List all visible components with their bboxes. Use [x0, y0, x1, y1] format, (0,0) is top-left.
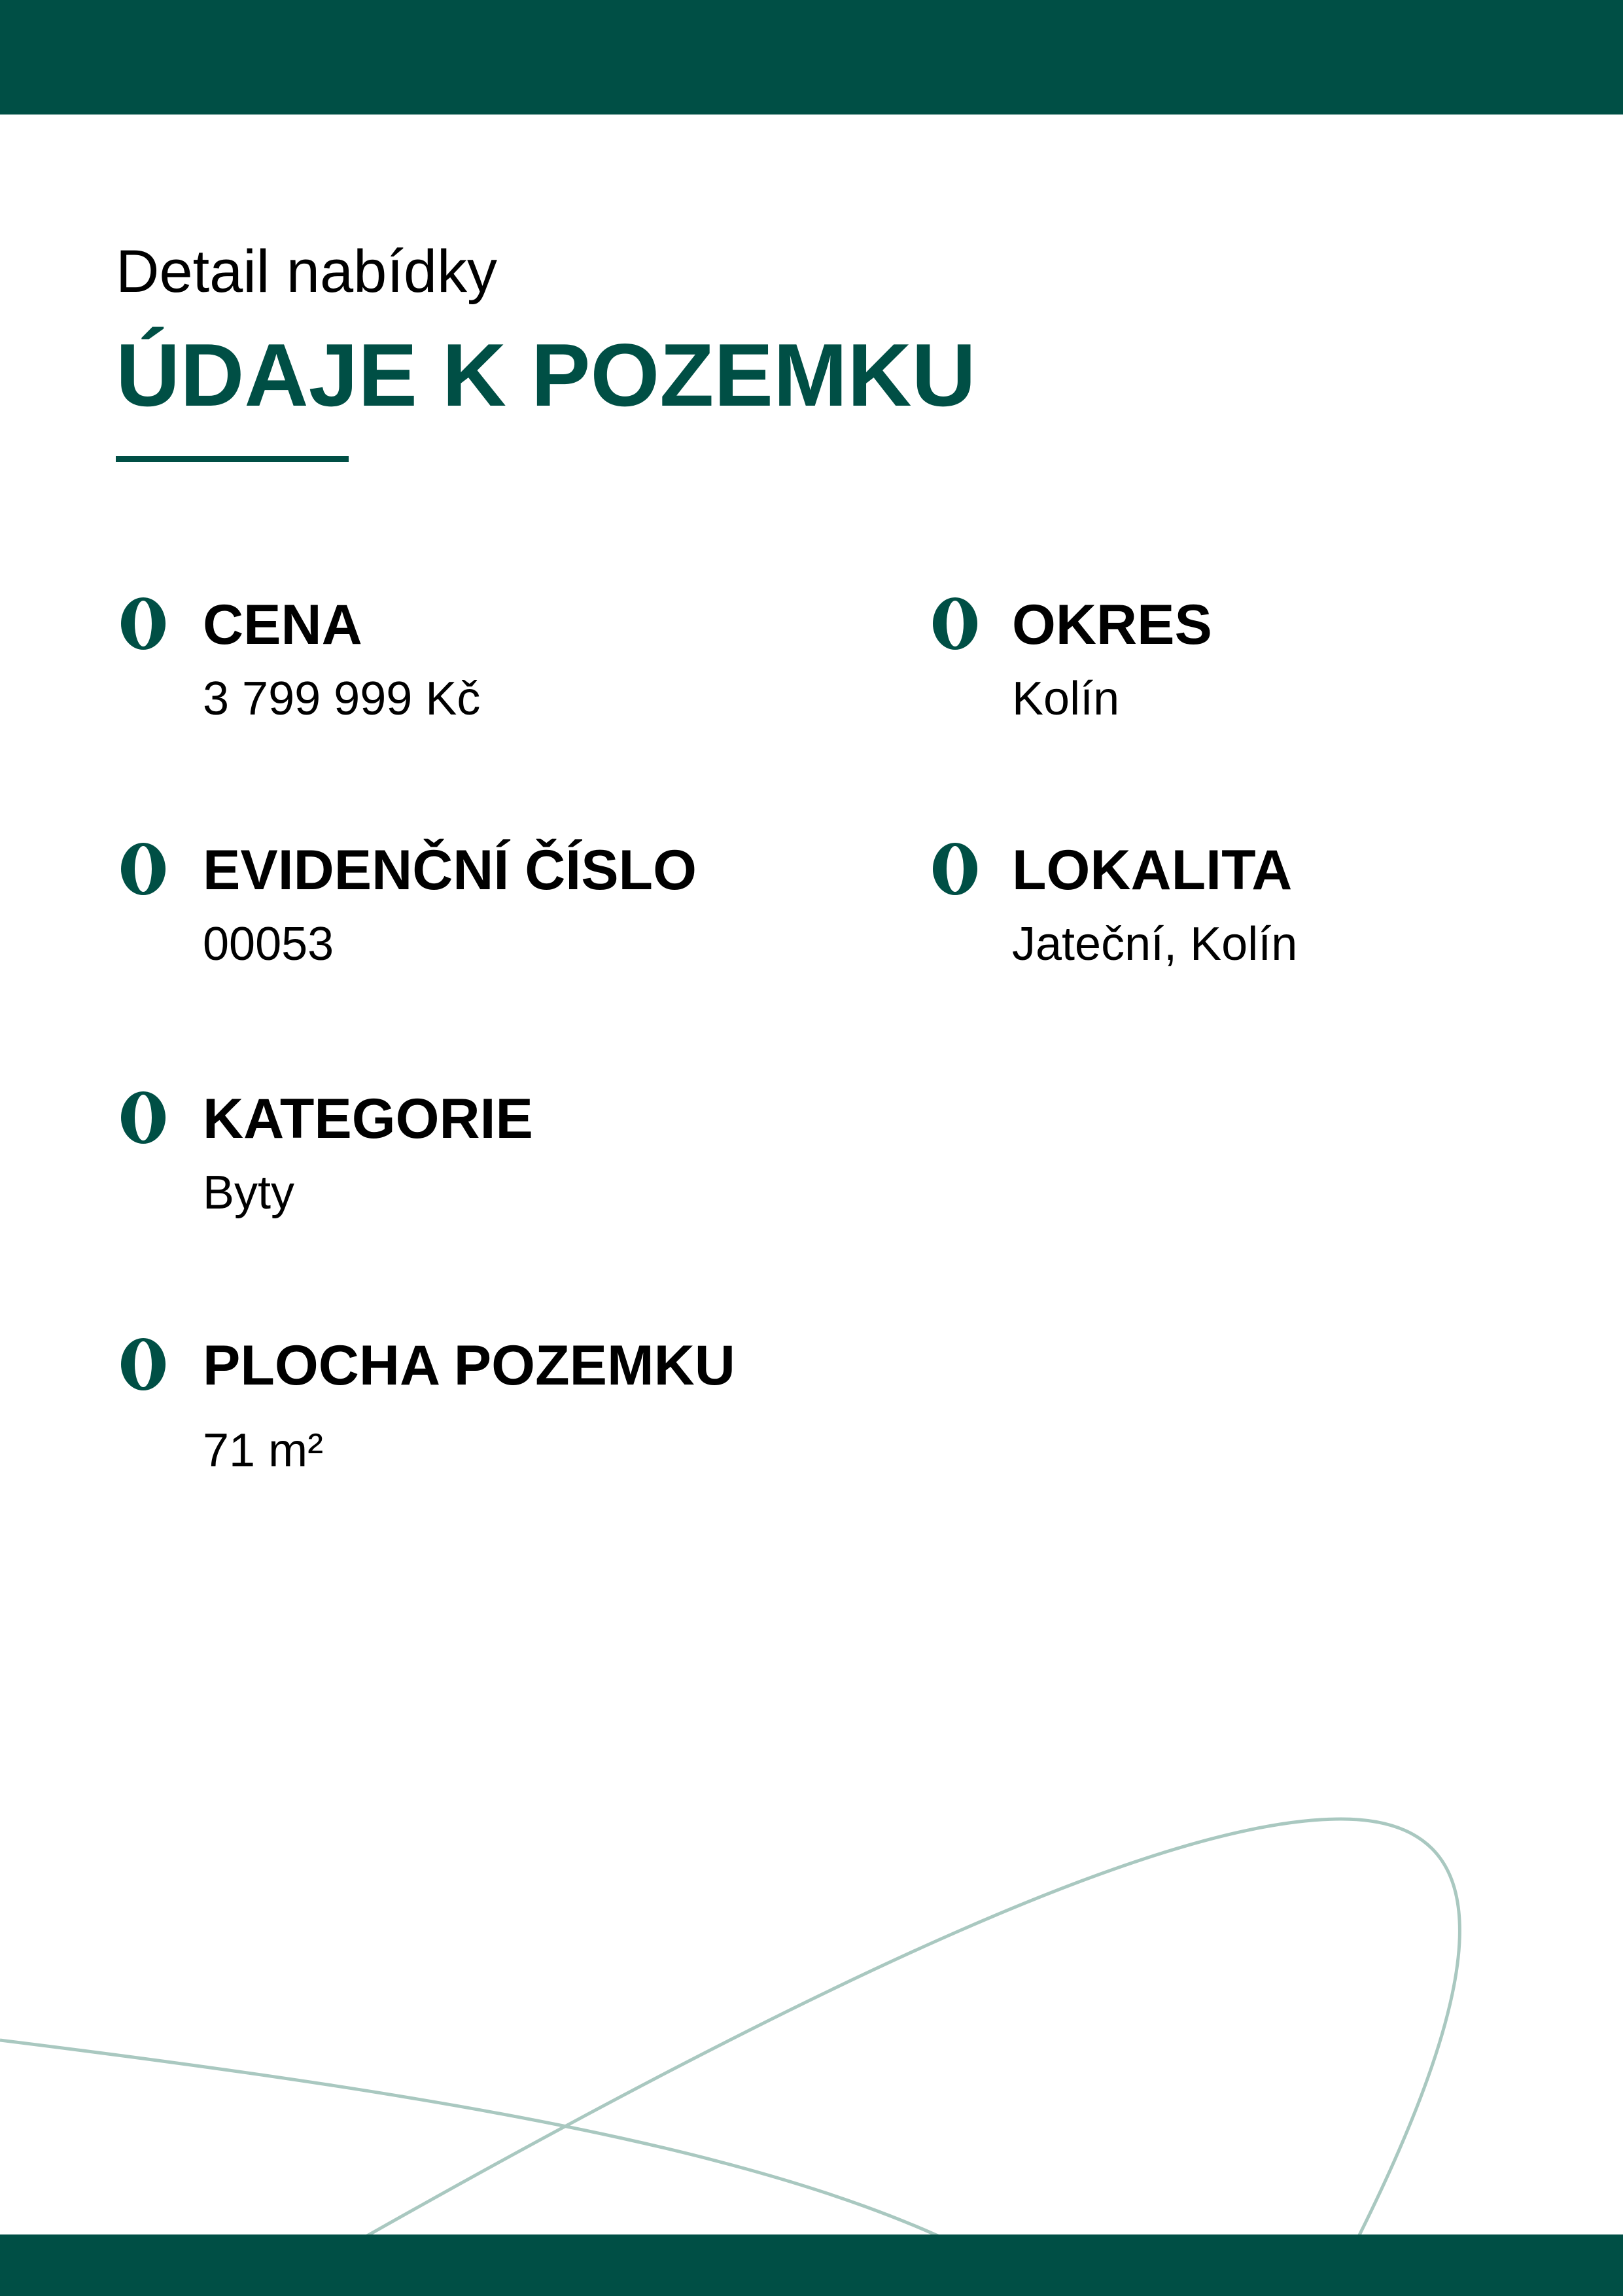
field-label-okres: OKRES — [1012, 593, 1212, 656]
ring-bullet-icon — [116, 838, 171, 900]
field-label-lokalita: LOKALITA — [1012, 839, 1293, 902]
bottom-banner — [0, 2234, 1623, 2296]
title-underline — [116, 456, 349, 462]
field-value-okres: Kolín — [1012, 673, 1120, 725]
field-label-evidencni-cislo: EVIDENČNÍ ČÍSLO — [203, 839, 697, 902]
field-value-cena: 3 799 999 Kč — [203, 673, 481, 725]
ring-bullet-icon — [116, 1086, 171, 1149]
field-label-cena: CENA — [203, 593, 362, 656]
field-label-kategorie: KATEGORIE — [203, 1087, 533, 1150]
field-value-plocha-pozemku: 71 m² — [203, 1424, 324, 1477]
field-value-evidencni-cislo: 00053 — [203, 918, 334, 970]
page-subtitle: Detail nabídky — [116, 238, 497, 305]
top-banner — [0, 0, 1623, 115]
field-value-lokalita: Jateční, Kolín — [1012, 918, 1298, 970]
ring-bullet-icon — [116, 1333, 171, 1396]
decorative-curve-loop — [262, 1819, 1459, 2296]
ring-bullet-icon — [928, 592, 983, 655]
ring-bullet-icon — [928, 838, 983, 900]
field-label-plocha-pozemku: PLOCHA POZEMKU — [203, 1334, 735, 1397]
field-value-kategorie: Byty — [203, 1167, 295, 1219]
ring-bullet-icon — [116, 592, 171, 655]
page-title: ÚDAJE K POZEMKU — [116, 325, 976, 425]
